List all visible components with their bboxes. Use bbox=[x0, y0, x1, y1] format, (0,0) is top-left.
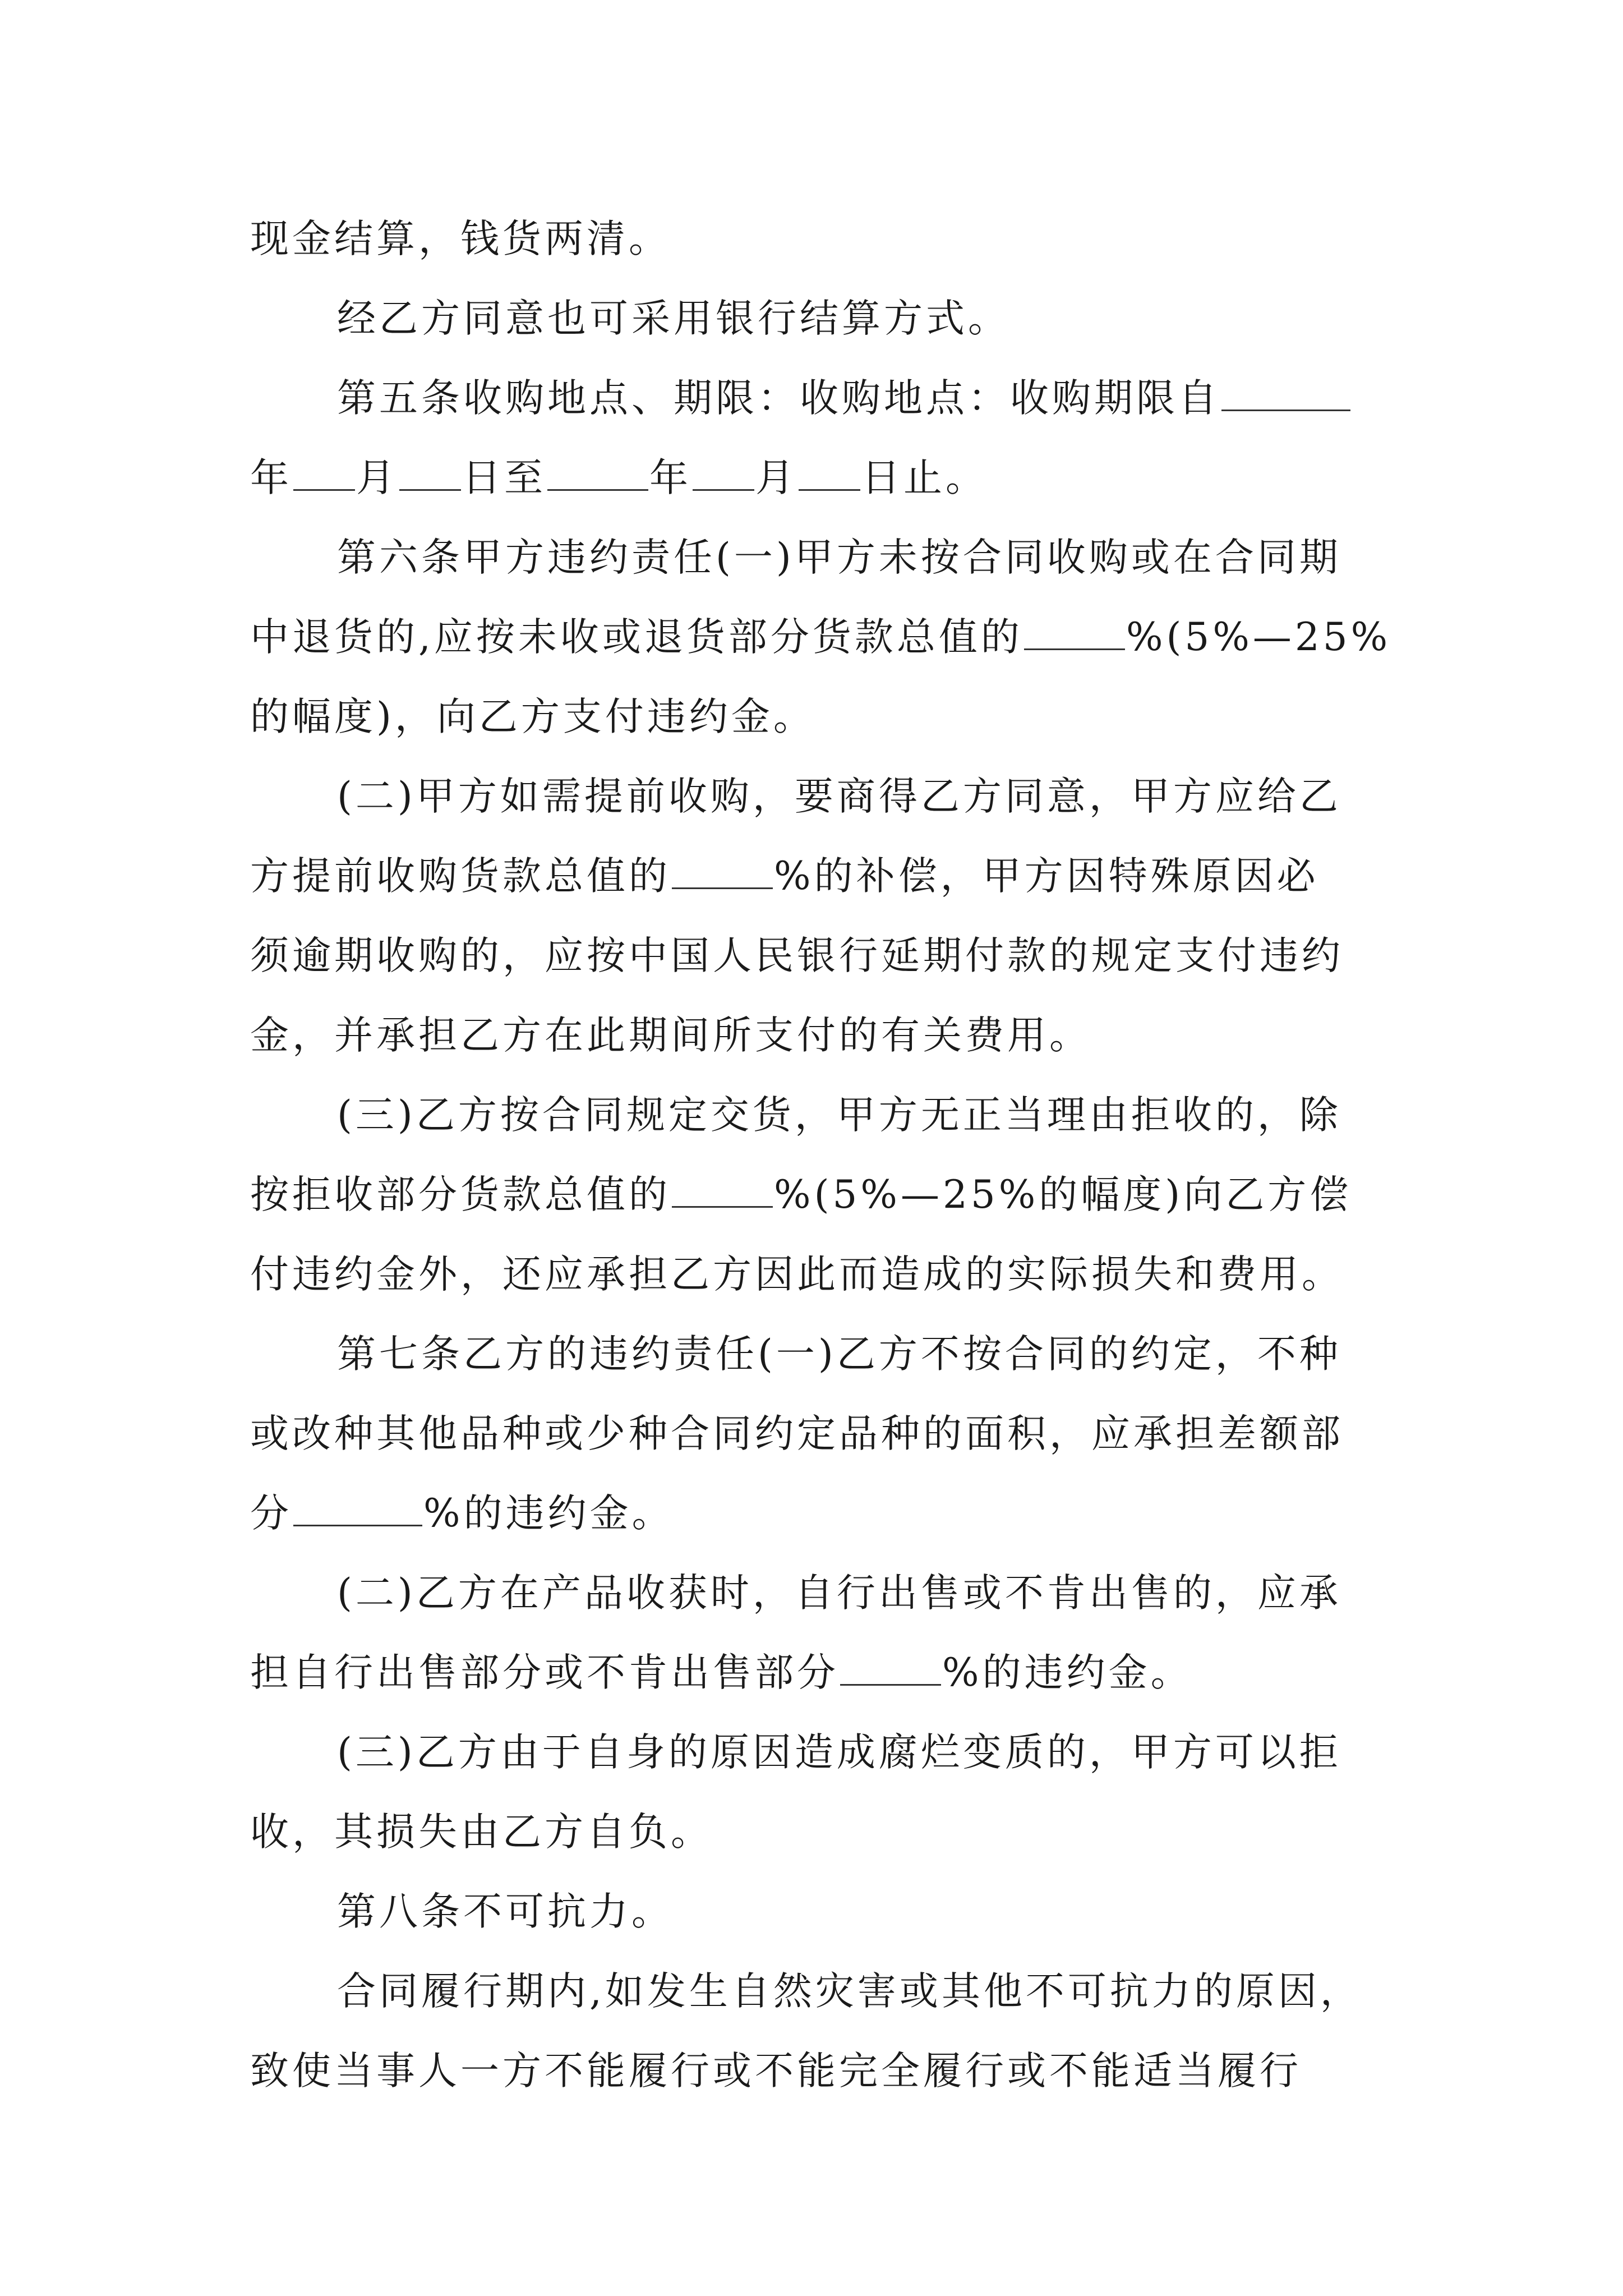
paragraph-text: 第七条乙方的违约责任(一)乙方不按合同的约定，不种 bbox=[337, 1332, 1341, 1377]
fill-in-blank bbox=[547, 455, 648, 491]
text-line bbox=[250, 1633, 1391, 1713]
text-line bbox=[250, 916, 1391, 996]
paragraph-text: 的幅度)，向乙方支付违约金。 bbox=[250, 694, 815, 739]
text-line bbox=[250, 2031, 1391, 2111]
paragraph-text: 年 bbox=[649, 455, 691, 500]
text-line bbox=[250, 1235, 1391, 1314]
text-line bbox=[250, 1553, 1391, 1633]
text-line bbox=[250, 1792, 1391, 1872]
paragraph-text: 月 bbox=[356, 455, 398, 500]
paragraph-text: %的违约金。 bbox=[423, 1491, 674, 1536]
paragraph-text: 致使当事人一方不能履行或不能完全履行或不能适当履行 bbox=[250, 2049, 1302, 2093]
text-line bbox=[250, 358, 1391, 438]
paragraph-text: 合同履行期内,如发生自然灾害或其他不可抗力的原因， bbox=[337, 1969, 1362, 2014]
text-line bbox=[250, 1155, 1391, 1235]
paragraph-text: (三)乙方由于自身的原因造成腐烂变质的，甲方可以拒 bbox=[337, 1730, 1341, 1775]
paragraph-text: 或改种其他品种或少种合同约定品种的面积，应承担差额部 bbox=[250, 1411, 1344, 1456]
paragraph-text: 日止。 bbox=[861, 455, 988, 500]
fill-in-blank bbox=[840, 1650, 941, 1686]
fill-in-blank bbox=[799, 455, 860, 491]
paragraph-text: 按拒收部分货款总值的 bbox=[250, 1172, 671, 1217]
paragraph-text: 分 bbox=[250, 1491, 292, 1536]
paragraph-text: 方提前收购货款总值的 bbox=[250, 854, 671, 899]
paragraph-text: 日至 bbox=[462, 455, 546, 500]
paragraph-text: 月 bbox=[755, 455, 797, 500]
paragraph-text: 担自行出售部分或不肯出售部分 bbox=[250, 1650, 839, 1695]
paragraph-text: 须逾期收购的，应按中国人民银行延期付款的规定支付违约 bbox=[250, 933, 1344, 978]
text-line bbox=[250, 1314, 1391, 1394]
text-line bbox=[250, 199, 1391, 279]
fill-in-blank bbox=[672, 1172, 773, 1208]
text-line bbox=[250, 677, 1391, 757]
text-line bbox=[250, 1394, 1391, 1474]
paragraph-text: 经乙方同意也可采用银行结算方式。 bbox=[337, 296, 1010, 341]
paragraph-text: 现金结算，钱货两清。 bbox=[250, 217, 671, 261]
paragraph-text: 收，其损失由乙方自负。 bbox=[250, 1810, 713, 1855]
text-line bbox=[250, 597, 1391, 677]
paragraph-text: 中退货的,应按未收或退货部分货款总值的 bbox=[250, 615, 1023, 660]
paragraph-text: (三)乙方按合同规定交货，甲方无正当理由拒收的，除 bbox=[337, 1093, 1341, 1138]
text-line bbox=[250, 1474, 1391, 1553]
text-line bbox=[250, 757, 1391, 836]
text-line bbox=[250, 836, 1391, 916]
text-line bbox=[250, 1952, 1391, 2031]
fill-in-blank bbox=[1024, 615, 1125, 650]
paragraph-text: 年 bbox=[250, 455, 292, 500]
paragraph-text: 第六条甲方违约责任(一)甲方未按合同收购或在合同期 bbox=[337, 535, 1341, 580]
text-line bbox=[250, 996, 1391, 1075]
paragraph-text: (二)乙方在产品收获时，自行出售或不肯出售的，应承 bbox=[337, 1571, 1341, 1616]
text-line bbox=[250, 279, 1391, 358]
fill-in-blank bbox=[293, 455, 355, 491]
contract-body bbox=[250, 199, 1391, 2111]
paragraph-text: 付违约金外，还应承担乙方因此而造成的实际损失和费用。 bbox=[250, 1252, 1344, 1297]
fill-in-blank bbox=[693, 455, 754, 491]
paragraph-text: %的补偿，甲方因特殊原因必 bbox=[774, 854, 1319, 899]
text-line bbox=[250, 1713, 1391, 1792]
text-line bbox=[250, 1075, 1391, 1155]
paragraph-text: 金，并承担乙方在此期间所支付的有关费用。 bbox=[250, 1013, 1091, 1058]
paragraph-text: 第五条收购地点、期限：收购地点：收购期限自 bbox=[337, 376, 1220, 421]
text-line bbox=[250, 518, 1391, 597]
paragraph-text: %的违约金。 bbox=[942, 1650, 1193, 1695]
fill-in-blank bbox=[399, 455, 461, 491]
fill-in-blank bbox=[1221, 376, 1350, 411]
fill-in-blank bbox=[672, 854, 773, 889]
paragraph-text: (二)甲方如需提前收购，要商得乙方同意，甲方应给乙 bbox=[337, 774, 1341, 819]
paragraph-text: %(5%—25% bbox=[1126, 615, 1391, 660]
paragraph-text: 第八条不可抗力。 bbox=[337, 1889, 674, 1934]
fill-in-blank bbox=[293, 1491, 422, 1526]
text-line bbox=[250, 1872, 1391, 1952]
paragraph-text: %(5%—25%的幅度)向乙方偿 bbox=[774, 1172, 1352, 1217]
text-line bbox=[250, 438, 1391, 518]
